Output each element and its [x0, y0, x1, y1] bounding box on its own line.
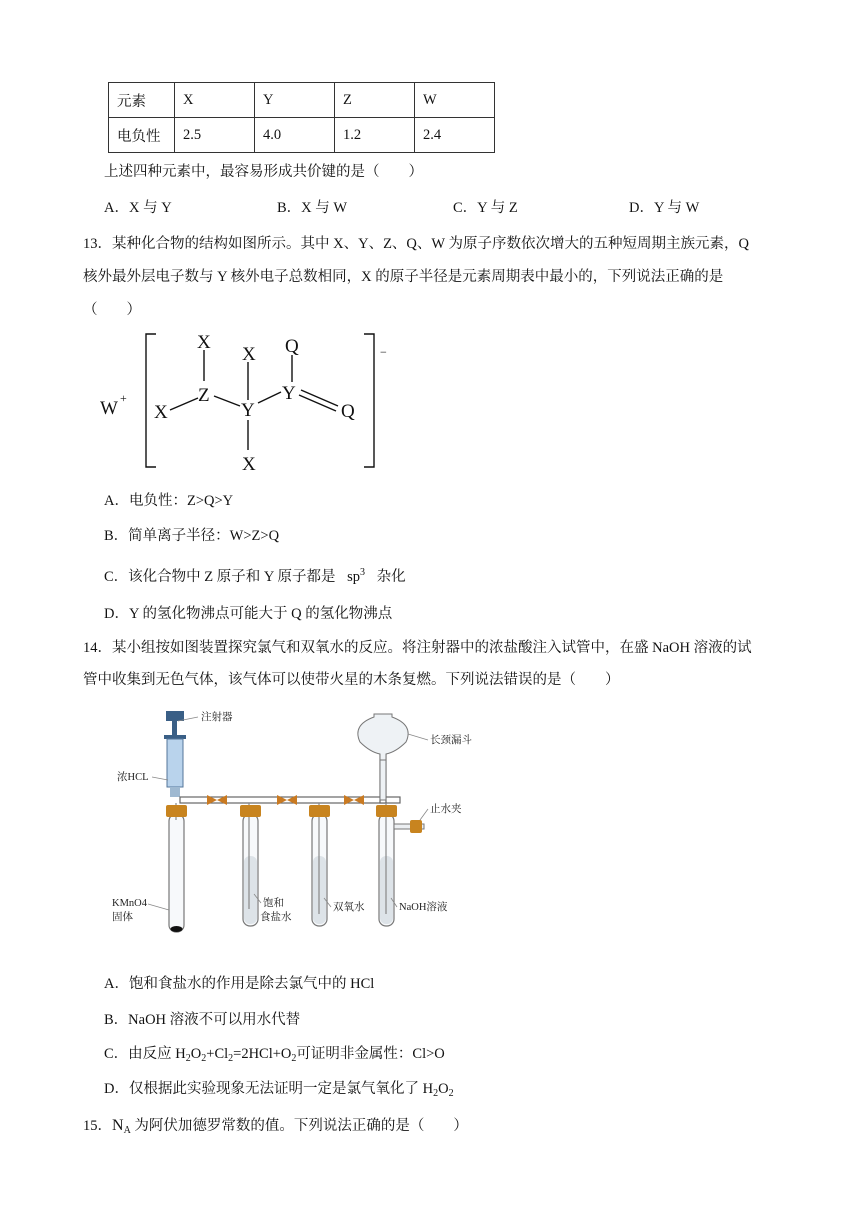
table-cell: 4.0: [255, 118, 335, 153]
label-syringe: 注射器: [201, 712, 233, 723]
stopper: [376, 805, 397, 817]
bond: [214, 396, 240, 406]
kmno4-solid: [171, 926, 183, 932]
q15-stem: 15．$N_A$ 为阿伏加德罗常数的值。下列说法正确的是（ ）: [83, 1117, 468, 1136]
table-cell: 2.5: [175, 118, 255, 153]
table-cell: 电负性: [109, 118, 175, 153]
stopper: [166, 805, 187, 817]
q12-option-c: C．Y 与 Z: [453, 200, 518, 216]
q14-option-c: C．由反应 $H_2O_2+Cl_2=2HCl+O_2$可证明非金属性：Cl>O: [104, 1046, 445, 1064]
label-naoh: NaOH溶液: [399, 902, 448, 913]
atom-x: X: [242, 454, 256, 475]
molecule-structure-diagram: [96, 326, 386, 476]
q13-option-c: C．该化合物中 Z 原子和 Y 原子都是 $sp^3$ 杂化: [104, 567, 406, 585]
q12-option-d: D．Y 与 W: [629, 200, 700, 216]
cation-symbol: W: [100, 398, 118, 419]
label-kmno4: KMnO4: [112, 898, 148, 909]
q13-option-d: D．Y 的氢化物沸点可能大于 Q 的氢化物沸点: [104, 606, 393, 622]
q13-stem-line2: 核外最外层电子数与 Y 核外电子总数相同，X 的原子半径是元素周期表中最小的，下列说法正确的是: [83, 269, 724, 285]
q13-option-a: A．电负性：Z>Q>Y: [104, 493, 234, 509]
cation-charge: +: [120, 391, 127, 405]
label-clamp: 止水夹: [430, 804, 462, 815]
table-row: [109, 83, 495, 118]
atom-x: X: [242, 344, 256, 365]
q13-stem-line1: 13．某种化合物的结构如图所示。其中 X、Y、Z、Q、W 为原子序数依次增大的五种短周期主族元素，Q: [83, 236, 749, 252]
q12-stem: 上述四种元素中，最容易形成共价键的是（ ）: [104, 164, 423, 180]
q14-stem-line2: 管中收集到无色气体，该气体可以使带火星的木条复燃。下列说法错误的是（ ）: [83, 672, 620, 688]
anion-charge: −: [380, 345, 387, 359]
table-cell: Z: [335, 83, 415, 118]
stopper: [240, 805, 261, 817]
electronegativity-table: [108, 82, 495, 153]
atom-z: Z: [198, 385, 210, 406]
q14-stem-line1: 14．某小组按如图装置探究氯气和双氧水的反应。将注射器中的浓盐酸注入试管中，在盛 NaOH 溶液的试: [83, 640, 752, 656]
q13-option-b: B．简单离子半径：W>Z>Q: [104, 528, 280, 544]
atom-q: Q: [285, 336, 299, 357]
q12-option-b: B．X 与 W: [277, 200, 348, 216]
table-cell: X: [175, 83, 255, 118]
atom-q: Q: [341, 401, 355, 422]
q12-option-a: A．X 与 Y: [104, 200, 172, 216]
label-brine: 食盐水: [260, 912, 292, 923]
label-h2o2: 双氧水: [333, 902, 365, 913]
label-hcl: 浓HCL: [117, 772, 149, 783]
q14-option-b: B．NaOH 溶液不可以用水代替: [104, 1012, 301, 1028]
bond: [170, 398, 198, 410]
bond: [258, 392, 281, 403]
label-funnel: 长颈漏斗: [430, 735, 472, 746]
atom-x: X: [154, 402, 168, 423]
table-cell: W: [415, 83, 495, 118]
atom-y: Y: [282, 383, 296, 404]
syringe: [164, 711, 186, 797]
label-brine: 饱和: [263, 898, 284, 909]
stopper: [309, 805, 330, 817]
test-tube-kmno4: [169, 814, 184, 932]
q14-option-a: A．饱和食盐水的作用是除去氯气中的 HCl: [104, 976, 375, 992]
table-cell: 元素: [109, 83, 175, 118]
table-cell: 1.2: [335, 118, 415, 153]
label-kmno4-solid: 固体: [112, 912, 133, 923]
table-row: [109, 118, 495, 153]
long-neck-funnel: [358, 714, 408, 800]
apparatus-diagram: [108, 704, 508, 940]
q13-stem-line3: （ ）: [83, 302, 141, 318]
table-cell: 2.4: [415, 118, 495, 153]
atom-x: X: [197, 332, 211, 353]
left-bracket: [146, 334, 156, 467]
table-cell: Y: [255, 83, 335, 118]
atom-y: Y: [241, 400, 255, 421]
pinch-clamp: [394, 820, 424, 833]
q14-option-d: D．仅根据此实验现象无法证明一定是氯气氧化了 $H_2O_2$: [104, 1081, 454, 1099]
right-bracket: [364, 334, 374, 467]
